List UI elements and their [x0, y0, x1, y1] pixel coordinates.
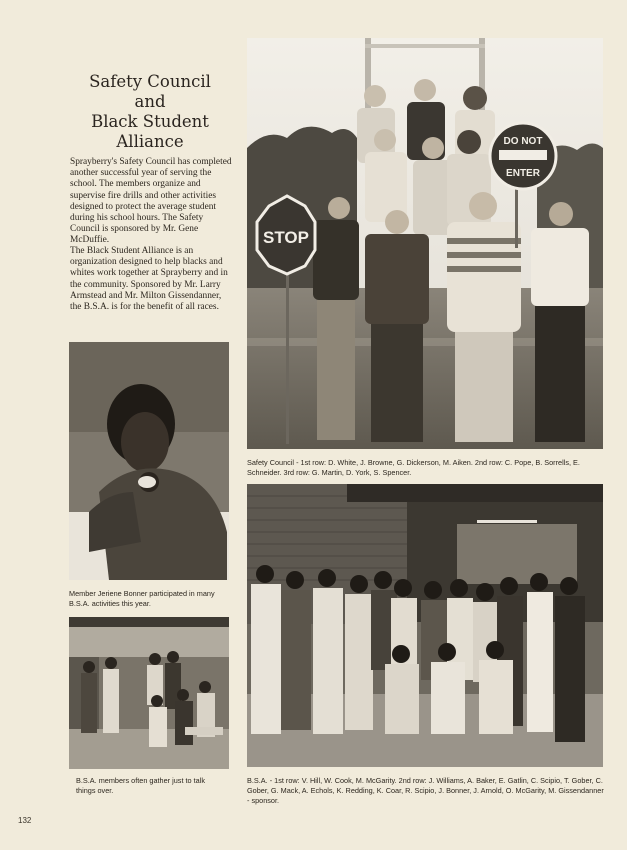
page-number: 132	[18, 816, 32, 825]
bsa-group-image	[247, 484, 603, 767]
title-line: Alliance	[116, 132, 184, 151]
gather-image	[69, 617, 229, 769]
title-line: Black Student	[91, 112, 209, 131]
page-title	[70, 72, 230, 152]
stop-sign-text: STOP	[263, 228, 309, 247]
safety-council-image	[247, 38, 603, 449]
gather-caption: B.S.A. members often gather just to talk things over.	[76, 776, 205, 795]
safety-council-caption: Safety Council - 1st row: D. White, J. Browne, G. Dickerson, M. Aiken. 2nd row: C. Pope, B. Sorrells, E. Schneider. 3rd row: G. Martin, D. York, S. Spencer.	[247, 458, 580, 477]
bonner-photo	[69, 342, 229, 580]
do-not-text: DO NOT	[503, 136, 543, 147]
bsa-paragraph: The Black Student Alliance is an organization designed to help blacks and whites work together at Sprayberry and in the community. Sponsored by Mr. Larry Armstead and Mr. Milton Gissendanner, the B.S.A. is for the benefit of all races.	[70, 246, 228, 313]
title-line: Safety Council	[89, 72, 211, 91]
gather-photo	[69, 617, 229, 769]
bsa-group-caption: B.S.A. - 1st row: V. Hill, W. Cook, M. McGarity. 2nd row: J. Williams, A. Baker, E. Gatlin, C. Scipio, T. Gober, C. Gober, G. Mack, A. Echols, K. Redding, K. Coar, R. Scipio, J. Bonner, J. Arnold, O. McGarity, M. Gissendanner - sponsor.	[247, 776, 604, 805]
bsa-group-photo	[247, 484, 603, 767]
safety-council-paragraph: Sprayberry's Safety Council has completed another successful year of serving the school. The members organize and supervise fire drills and other activities designed to protect the average student during his school hours. The Safety Council is sponsored by Mr. Gene McDuffie.	[70, 157, 232, 246]
bonner-caption: Member Jeriene Bonner participated in many B.S.A. activities this year.	[69, 589, 215, 608]
bonner-image	[69, 342, 229, 580]
enter-text: ENTER	[506, 168, 540, 179]
safety-council-photo	[247, 38, 603, 449]
title-line: and	[134, 92, 166, 111]
